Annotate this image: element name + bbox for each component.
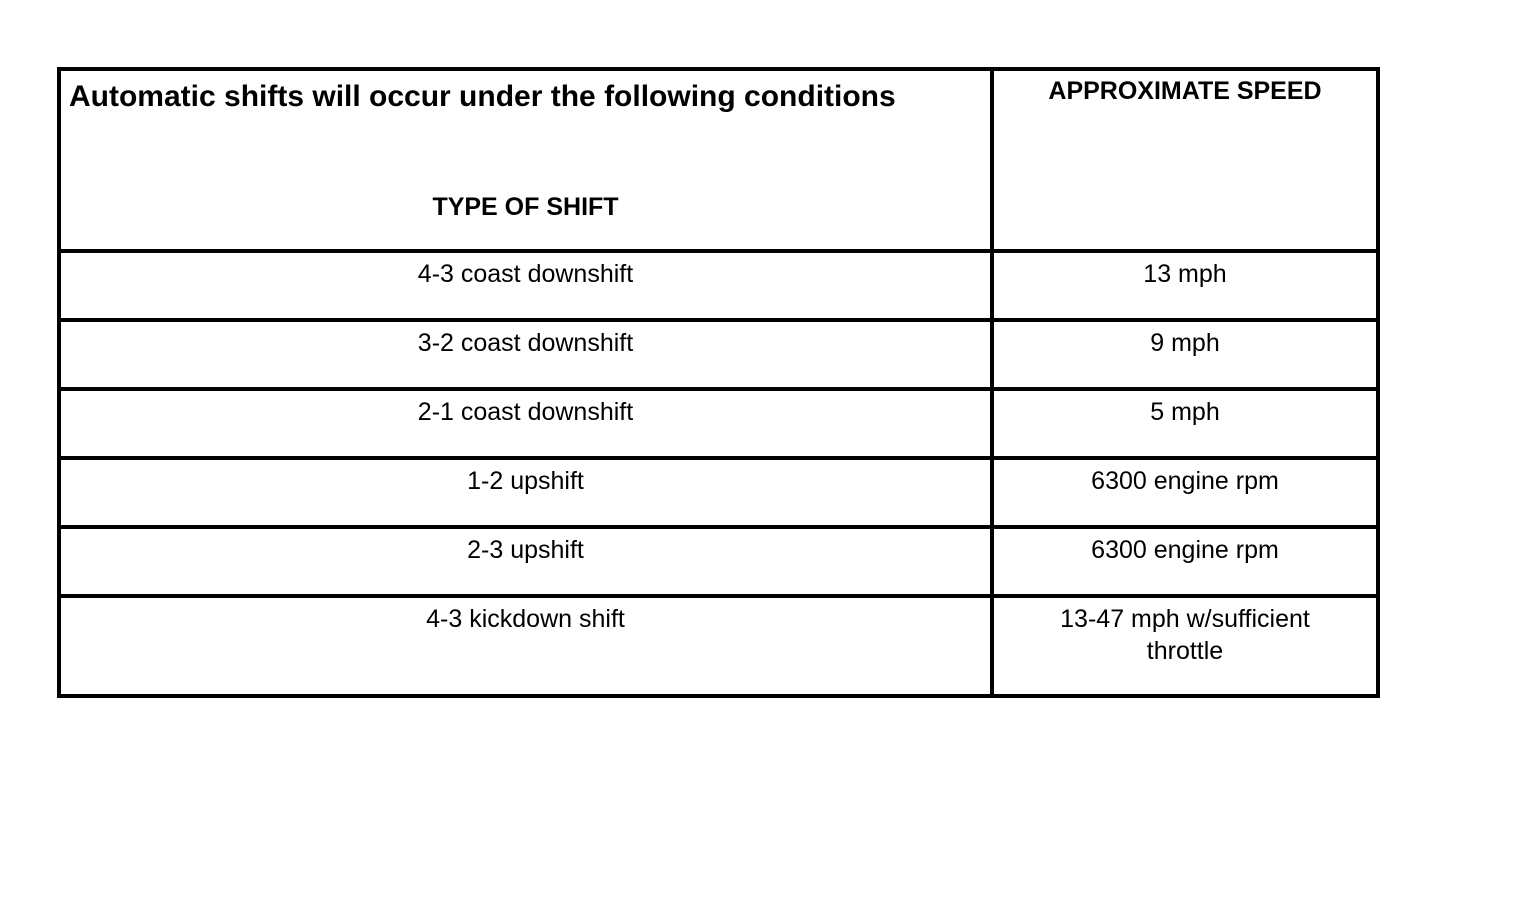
shift-type-text: 2-3 upshift	[467, 536, 584, 564]
speed-cell	[992, 320, 1378, 389]
shift-cell	[59, 320, 992, 389]
speed-cell	[992, 596, 1378, 696]
shift-type-text: 1-2 upshift	[467, 467, 584, 495]
shift-cell	[59, 251, 992, 320]
shift-type-text: 4-3 kickdown shift	[426, 605, 625, 633]
speed-cell	[992, 251, 1378, 320]
header-cell-shift	[59, 69, 992, 251]
table-row	[59, 527, 1378, 596]
speed-cell	[992, 458, 1378, 527]
table-row	[59, 389, 1378, 458]
speed-text: 5 mph	[1150, 398, 1220, 426]
table-row	[59, 458, 1378, 527]
shift-cell	[59, 389, 992, 458]
shift-cell	[59, 596, 992, 696]
table-row	[59, 251, 1378, 320]
shift-type-text: 4-3 coast downshift	[417, 260, 634, 288]
column-header-approximate-speed: APPROXIMATE SPEED	[1048, 77, 1322, 105]
header-cell-speed	[992, 69, 1378, 251]
speed-cell	[992, 527, 1378, 596]
speed-cell	[992, 389, 1378, 458]
speed-text: 6300 engine rpm	[1091, 536, 1279, 564]
table-row	[59, 320, 1378, 389]
speed-text: 6300 engine rpm	[1091, 467, 1279, 495]
table-header-row	[59, 69, 1378, 251]
speed-text: 13-47 mph w/sufficient throttle	[1060, 605, 1310, 665]
speed-text: 13 mph	[1143, 260, 1227, 288]
column-header-type-of-shift: TYPE OF SHIFT	[432, 193, 619, 221]
speed-text: 9 mph	[1150, 329, 1220, 357]
shift-cell	[59, 458, 992, 527]
shift-type-text: 2-1 coast downshift	[417, 398, 634, 426]
shift-conditions-table	[57, 67, 1380, 698]
shift-cell	[59, 527, 992, 596]
table-title: Automatic shifts will occur under the following conditions	[69, 80, 896, 113]
table-row	[59, 596, 1378, 696]
shift-type-text: 3-2 coast downshift	[417, 329, 634, 357]
